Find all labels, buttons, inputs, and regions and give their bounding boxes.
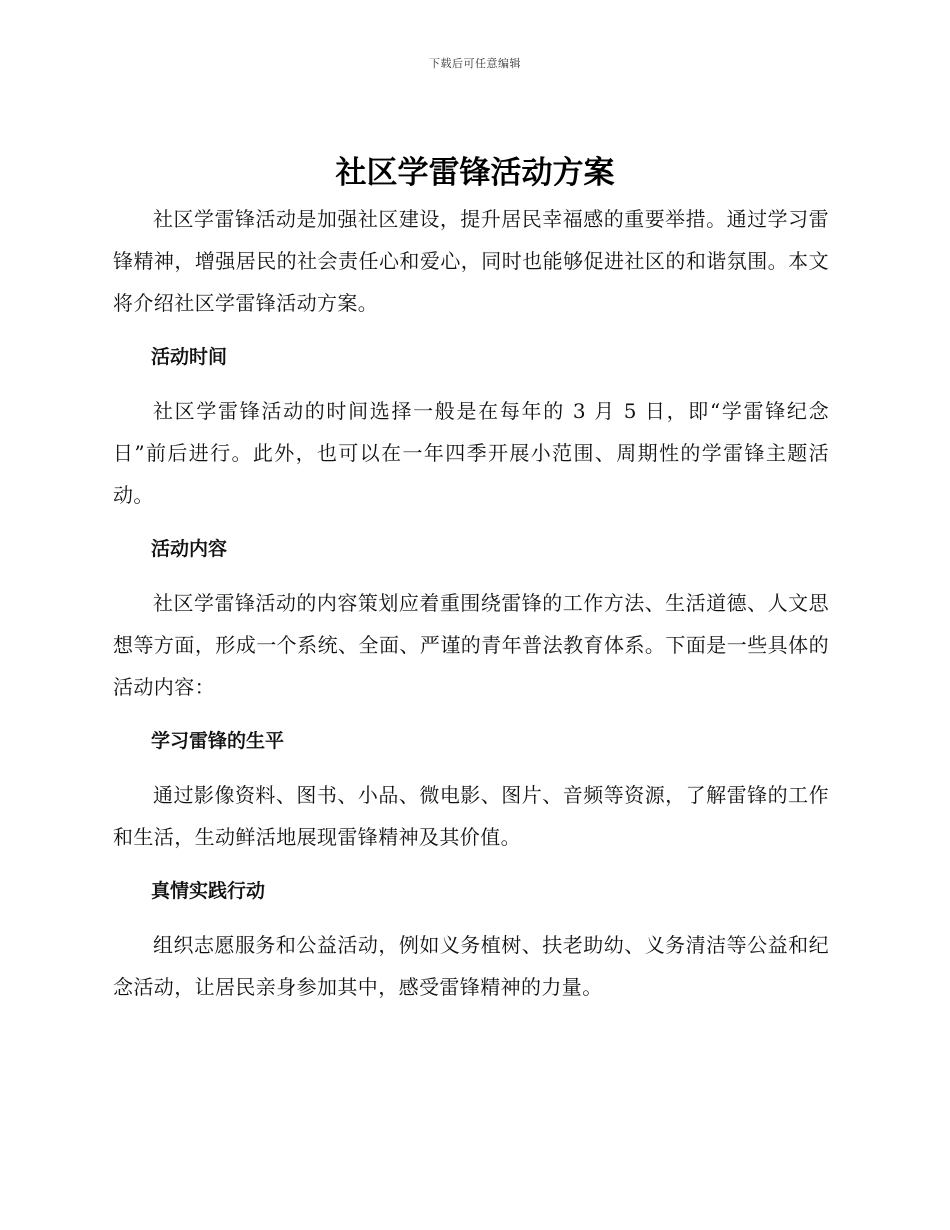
section-heading-content: 活动内容 [151,538,228,560]
header-note: 下载后可任意编辑 [429,57,521,70]
section-paragraph-life: 通过影像资料、图书、小品、微电影、图片、音频等资源，了解雷锋的工作和生活，生动鲜活地展现雷锋精神及其价值。 [113,783,829,849]
document-body [113,198,829,1008]
section-heading-practice: 真情实践行动 [151,880,266,902]
section-paragraph-practice: 组织志愿服务和公益活动，例如义务植树、扶老助幼、义务清洁等公益和纪念活动，让居民亲身参加其中，感受雷锋精神的力量。 [113,933,829,999]
section-heading-life: 学习雷锋的生平 [151,730,285,752]
intro-paragraph: 社区学雷锋活动是加强社区建设，提升居民幸福感的重要举措。通过学习雷锋精神，增强居民的社会责任心和爱心，同时也能够促进社区的和谐氛围。本文将介绍社区学雷锋活动方案。 [113,207,829,315]
document-title: 社区学雷锋活动方案 [335,155,615,191]
section-paragraph-content: 社区学雷锋活动的内容策划应着重围绕雷锋的工作方法、生活道德、人文思想等方面，形成一个系统、全面、严谨的青年普法教育体系。下面是一些具体的活动内容： [113,591,829,699]
section-paragraph-time: 社区学雷锋活动的时间选择一般是在每年的 3 月 5 日，即“学雷锋纪念日”前后进行。此外，也可以在一年四季开展小范围、周期性的学雷锋主题活动。 [113,399,829,507]
section-heading-time: 活动时间 [151,346,228,368]
